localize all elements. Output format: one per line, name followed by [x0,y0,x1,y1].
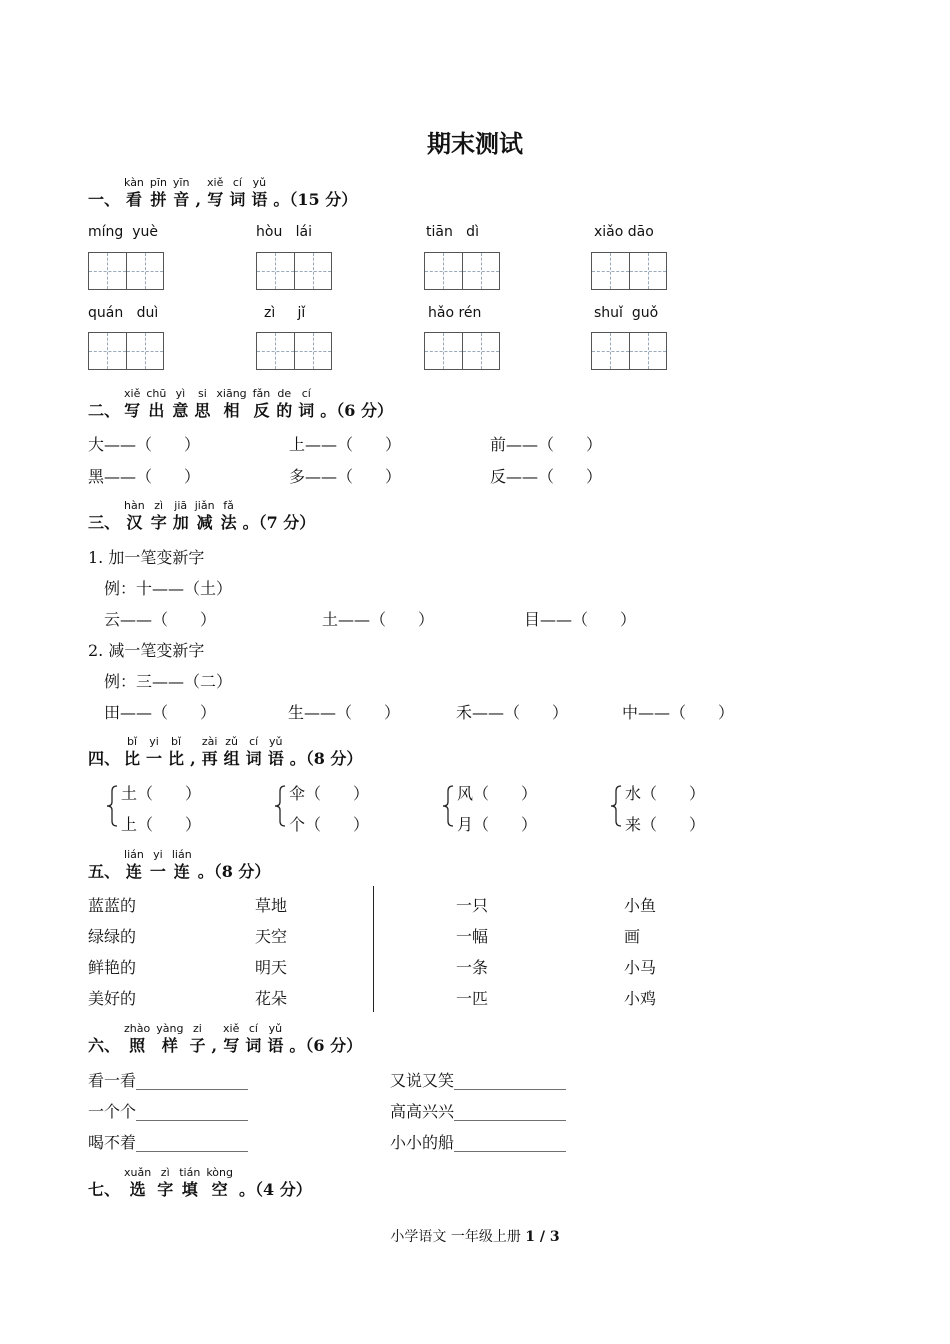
compare-item: 个（ ） [289,815,370,834]
writing-grid[interactable] [256,252,332,290]
pinyin-char [216,387,246,421]
pinyin: zì [154,499,164,512]
antonym-item: 前——（ ） [490,435,603,454]
heading-row [88,176,357,210]
pinyin-label: zì jǐ [264,305,306,321]
heading-row [88,735,362,769]
pinyin-char [124,1022,150,1056]
fill-line[interactable]: 一个个______________ [88,1102,249,1121]
hanzi: 词 [245,749,262,768]
pinyin-char [195,176,201,210]
hanzi: 字 [150,513,167,532]
hanzi: 语 [267,749,284,768]
antonym-item: 多——（ ） [289,467,402,486]
match-item[interactable]: 一条 [456,958,489,977]
section-score: 。（6 分） [320,401,393,420]
hanzi: 字 [157,1180,174,1199]
pinyin-char [156,1022,183,1056]
hanzi: 一 [146,749,163,768]
match-item[interactable]: 美好的 [88,989,137,1008]
pinyin: cí [301,387,311,400]
pinyin: cí [249,735,259,748]
hanzi: 看 [125,190,142,209]
pinyin: fǎn [252,387,271,400]
pinyin-char [173,499,189,533]
pinyin: xiě [124,387,141,400]
pinyin-char [124,176,144,210]
pinyin: xiě [223,1022,240,1035]
pinyin-char [251,176,267,210]
pinyin: bǐ [127,735,138,748]
example: 例：三——（二） [104,672,233,691]
pinyin-char [195,499,215,533]
pinyin-char [146,387,166,421]
exercise-item: 田——（ ） [104,703,217,722]
pinyin: zì [160,1166,170,1179]
section-7-heading [88,1150,888,1200]
exercise-item: 目——（ ） [524,610,637,629]
compare-item: 上（ ） [121,815,202,834]
pinyin-label: tiān dì [426,224,479,240]
section-score: 。（15 分） [273,190,358,209]
footer-text: 小学语文 一年级上册 [390,1229,526,1245]
hanzi: 法 [220,513,237,532]
pinyin-char [223,1022,239,1056]
pinyin-char [298,387,314,421]
pinyin-char [221,499,237,533]
pinyin-char [150,848,166,882]
heading-row [88,848,270,882]
antonym-item: 黑——（ ） [88,467,201,486]
match-item[interactable]: 蓝蓝的 [88,896,137,915]
match-item[interactable]: 草地 [255,896,288,915]
heading-row [88,1166,312,1200]
hanzi: 写 [223,1036,240,1055]
pinyin-char [124,1166,151,1200]
hanzi: 的 [276,401,293,420]
hanzi: 样 [161,1036,178,1055]
pinyin: si [197,387,207,400]
pinyin-char [146,735,162,769]
pinyin: cí [232,176,242,189]
match-item[interactable]: 一匹 [456,989,489,1008]
section-number: 七、 [88,1180,121,1199]
fill-line[interactable]: 又说又笑______________ [390,1071,567,1090]
fill-line[interactable]: 小小的船______________ [390,1133,567,1152]
compare-item: 风（ ） [457,784,538,803]
pinyin-char [276,387,292,421]
hanzi: 语 [251,190,268,209]
section-6-heading [88,1006,888,1056]
compare-item: 水（ ） [625,784,706,803]
writing-grid[interactable] [424,252,500,290]
section-score: 。（6 分） [289,1036,363,1055]
heading-row [88,387,393,421]
heading-row [88,499,315,533]
pinyin: yīn [172,176,190,189]
section-1-heading [88,160,888,210]
hanzi: 加 [172,513,189,532]
pinyin: cí [248,1022,258,1035]
hanzi: 再 [201,749,218,768]
pinyin: yi [149,735,159,748]
match-item[interactable]: 天空 [255,927,288,946]
antonym-item: 大——（ ） [88,435,201,454]
pinyin-char [150,176,167,210]
match-item[interactable]: 花朵 [255,989,288,1008]
pinyin: yi [153,848,163,861]
pinyin: xiě [207,176,224,189]
hanzi: 语 [267,1036,284,1055]
section-number: 六、 [88,1036,121,1055]
pinyin-char [124,387,140,421]
section-number: 四、 [88,749,121,768]
pinyin-char [207,176,223,210]
pinyin: bǐ [171,735,182,748]
section-number: 二、 [88,401,121,420]
pinyin-char [202,735,218,769]
pinyin-char [151,499,167,533]
match-item[interactable]: 一幅 [456,927,489,946]
pinyin-char [172,848,192,882]
hanzi: , [195,190,202,209]
pinyin-char [194,387,210,421]
pinyin: xuǎn [124,1166,152,1179]
hanzi: 意 [172,401,189,420]
fill-line[interactable]: 高高兴兴______________ [390,1102,567,1121]
pinyin-char [246,735,262,769]
writing-grid[interactable] [88,252,164,290]
hanzi: 思 [194,401,211,420]
pinyin: jiǎn [194,499,215,512]
match-item[interactable]: 一只 [456,896,489,915]
pinyin: yǔ [252,176,267,189]
subheading: 2. 减一笔变新字 [88,641,205,660]
pinyin-char [245,1022,261,1056]
exercise-item: 中——（ ） [622,703,735,722]
pinyin: tián [179,1166,201,1179]
hanzi: 词 [245,1036,262,1055]
pinyin: jiā [174,499,188,512]
subheading: 1. 加一笔变新字 [88,548,205,567]
hanzi: 组 [223,749,240,768]
fill-line[interactable]: 喝不着______________ [88,1133,249,1152]
hanzi: 减 [196,513,213,532]
pinyin: lián [171,848,192,861]
hanzi: 填 [181,1180,198,1199]
pinyin-char [168,735,184,769]
example: 例：十——（土） [104,579,233,598]
exercise-item: 禾——（ ） [456,703,569,722]
hanzi: , [211,1036,218,1055]
hanzi: 子 [189,1036,206,1055]
pinyin-char [172,387,188,421]
hanzi: , [190,749,196,768]
section-3-heading [88,483,888,533]
pinyin-char [211,1022,217,1056]
pinyin-label: shuǐ guǒ [594,305,659,321]
section-number: 三、 [88,513,121,532]
section-2-heading [88,371,888,421]
match-item[interactable]: 画 [624,927,641,946]
exercise-item: 生——（ ） [288,703,401,722]
hanzi: 照 [129,1036,146,1055]
hanzi: 词 [298,401,315,420]
hanzi: 选 [129,1180,146,1199]
pinyin-char [224,735,240,769]
writing-grid[interactable] [591,252,667,290]
pinyin: kòng [206,1166,233,1179]
match-item[interactable]: 绿绿的 [88,927,137,946]
pinyin-char [124,735,140,769]
pinyin: zhào [124,1022,151,1035]
page-number: 1 / 3 [525,1229,560,1245]
brace-icon [274,785,286,827]
pinyin-char [268,735,284,769]
hanzi: 比 [124,749,141,768]
pinyin: de [277,387,292,400]
pinyin: fǎ [223,499,234,512]
pinyin: yì [175,387,186,400]
pinyin-char [157,1166,173,1200]
pinyin: yǔ [268,1022,283,1035]
hanzi: 拼 [150,190,167,209]
match-item[interactable]: 鲜艳的 [88,958,137,977]
hanzi: 比 [168,749,185,768]
page-footer [0,1226,950,1246]
fill-line[interactable]: 看一看______________ [88,1071,249,1090]
match-item[interactable]: 小鱼 [624,896,657,915]
writing-grid[interactable] [424,332,500,370]
hanzi: 反 [253,401,270,420]
pinyin: lián [124,848,144,861]
pinyin-char [190,735,196,769]
brace-icon [442,785,454,827]
hanzi: 词 [229,190,246,209]
writing-grid[interactable] [256,332,332,370]
pinyin-label: xiǎo dāo [594,224,654,240]
pinyin-char [173,176,190,210]
page-title: 期末测试 [427,129,523,158]
antonym-item: 反——（ ） [490,467,603,486]
pinyin-char [267,1022,283,1056]
compare-item: 伞（ ） [289,784,370,803]
compare-item: 月（ ） [457,815,538,834]
hanzi: 连 [125,862,142,881]
pinyin-label: míng yuè [88,224,158,240]
match-item[interactable]: 小马 [624,958,657,977]
writing-grid[interactable] [88,332,164,370]
compare-item: 来（ ） [625,815,706,834]
section-number: 五、 [88,862,121,881]
pinyin: zǔ [225,735,239,748]
hanzi: 一 [149,862,166,881]
section-number: 一、 [88,190,121,209]
pinyin-label: quán duì [88,305,159,321]
pinyin-char [229,176,245,210]
hanzi: 相 [223,401,240,420]
hanzi: 写 [207,190,224,209]
writing-grid[interactable] [591,332,667,370]
exercise-item: 云——（ ） [104,610,217,629]
section-score: 。（4 分） [239,1180,312,1199]
pinyin: xiāng [216,387,247,400]
pinyin: zi [193,1022,202,1035]
compare-item: 土（ ） [121,784,202,803]
section-score: 。（7 分） [242,513,316,532]
pinyin-char [206,1166,233,1200]
brace-icon [610,785,622,827]
section-4-heading [88,719,888,769]
pinyin-char [253,387,271,421]
hanzi: 连 [173,862,190,881]
hanzi: 空 [211,1180,228,1199]
pinyin: pīn [149,176,167,189]
antonym-item: 上——（ ） [289,435,402,454]
heading-row [88,1022,362,1056]
section-score: 。（8 分） [197,862,271,881]
pinyin: chū [146,387,167,400]
pinyin: kàn [124,176,144,189]
pinyin-char [124,848,144,882]
brace-icon [106,785,118,827]
pinyin-char [189,1022,205,1056]
section-5-heading [88,832,888,882]
pinyin: yàng [156,1022,184,1035]
hanzi: 写 [124,401,141,420]
pinyin: zài [201,735,218,748]
pinyin: hàn [124,499,145,512]
pinyin-label: hǎo rén [428,305,482,321]
section-score: 。（8 分） [289,749,363,768]
exercise-item: 土——（ ） [322,610,435,629]
pinyin: yǔ [268,735,283,748]
hanzi: 出 [148,401,165,420]
match-item[interactable]: 小鸡 [624,989,657,1008]
divider [373,886,374,1012]
hanzi: 汉 [126,513,143,532]
pinyin-char [179,1166,200,1200]
hanzi: 音 [173,190,190,209]
pinyin-label: hòu lái [256,224,313,240]
match-item[interactable]: 明天 [255,958,288,977]
pinyin-char [124,499,145,533]
